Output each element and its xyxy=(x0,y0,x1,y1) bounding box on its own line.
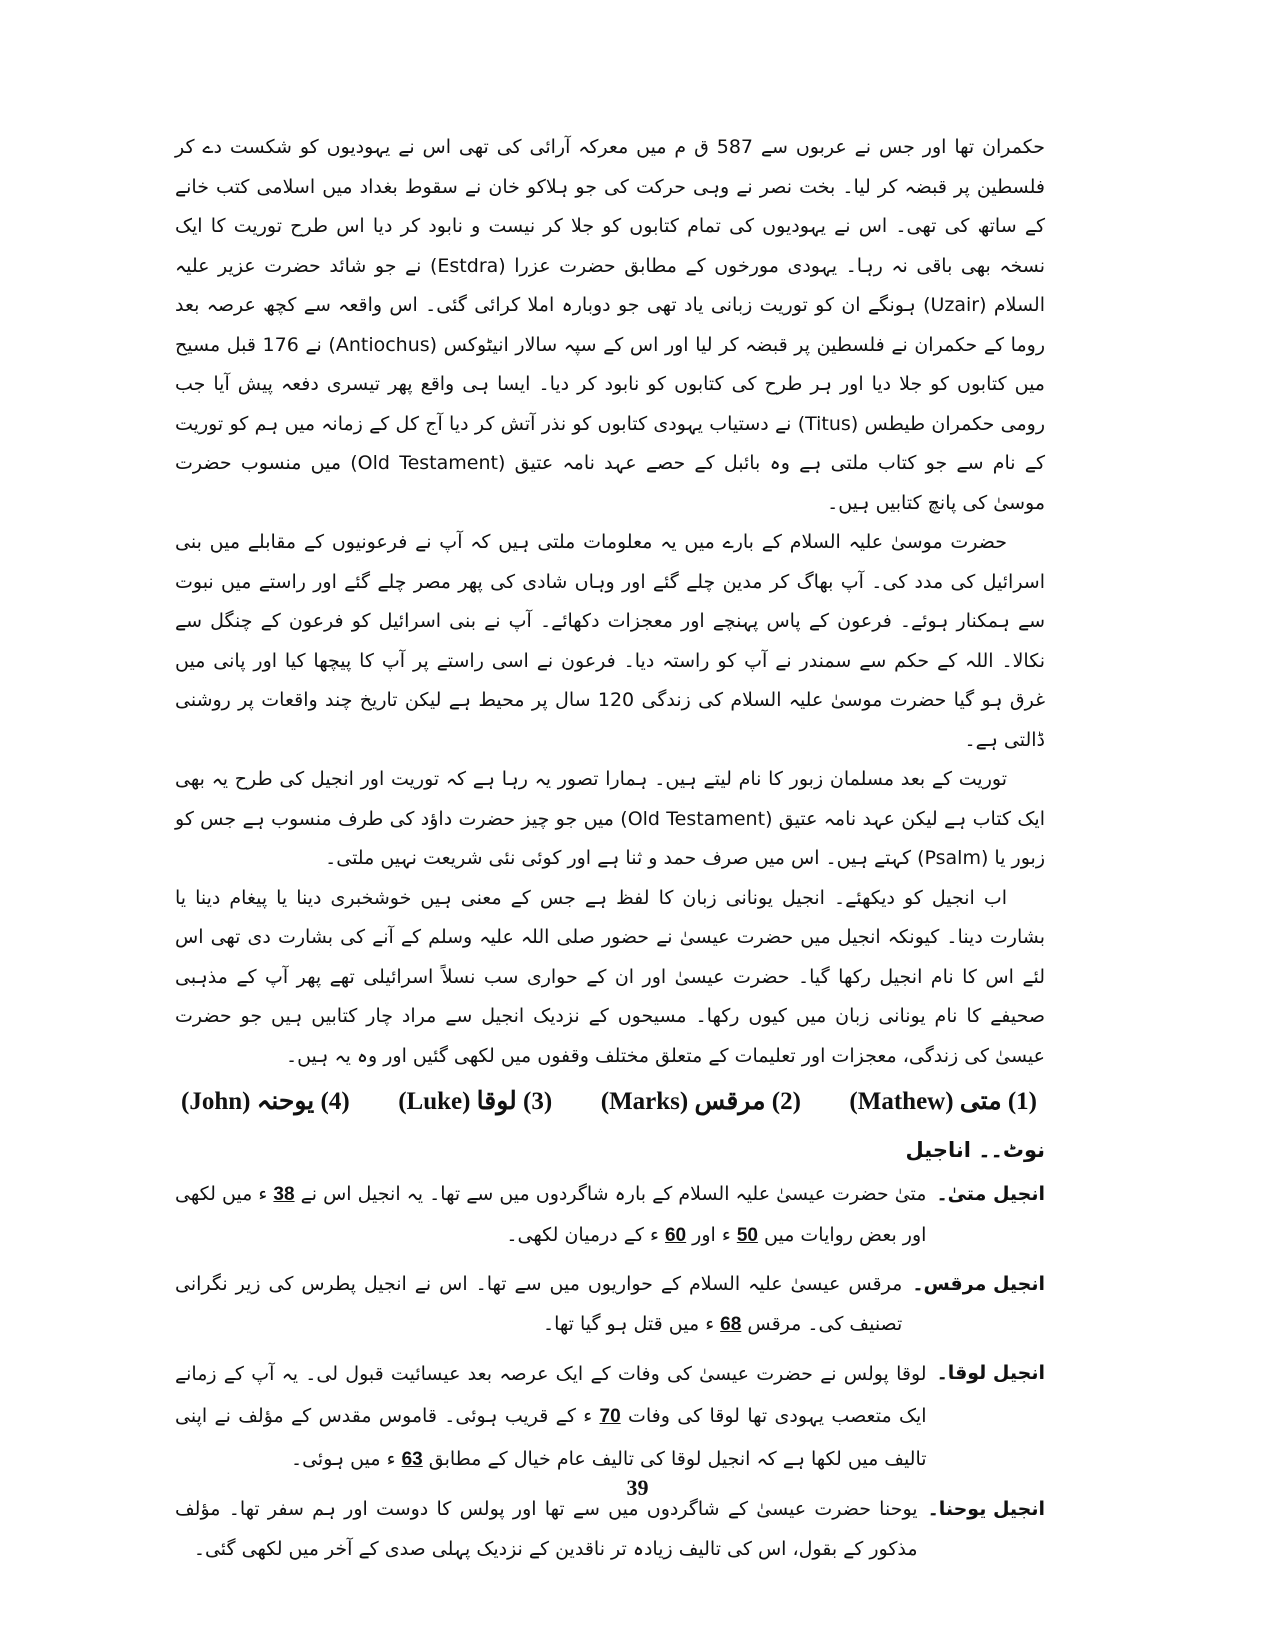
entry-term: انجیل لوقا۔ xyxy=(936,1362,1045,1384)
page-number: 39 xyxy=(626,1475,649,1500)
entry-luke xyxy=(175,1353,1045,1481)
entry-text: ء کے درمیان لکھی۔ xyxy=(506,1224,665,1246)
entry-text: ء میں لکھی اور بعض روایات میں xyxy=(175,1183,927,1246)
year-value: 60 xyxy=(664,1225,687,1246)
entry-description xyxy=(175,1264,902,1345)
gospel-luke: (3) لوقا (Luke) xyxy=(398,1088,553,1115)
entry-term: انجیل یوحنا۔ xyxy=(927,1498,1045,1520)
gospel-mark: (2) مرقس (Marks) xyxy=(600,1088,801,1115)
entry-text: ء میں ہوئی۔ xyxy=(290,1448,402,1470)
year-value: 50 xyxy=(736,1225,758,1246)
gospel-matthew: (1) متی (Mathew) xyxy=(849,1088,1037,1115)
entry-term: انجیل متیٰ۔ xyxy=(936,1183,1045,1205)
entry-text: مرقس عیسیٰ علیہ السلام کے حواریوں میں سے تھا۔ اس نے انجیل پطرس کی زیر نگرانی تصنیف کی۔ مرقس xyxy=(175,1273,903,1335)
entry-description xyxy=(175,1353,927,1481)
page-body xyxy=(175,128,1045,1577)
entry-mark xyxy=(175,1264,1045,1345)
entry-john xyxy=(175,1489,1045,1569)
paragraph-torah-history: حکمران تھا اور جس نے عربوں سے 587 ق م میں معرکہ آرائی کی تھی اس نے یہودیوں کو شکست دے کر فلسطین پر قبضہ کر لیا۔ بخت نصر نے وہی حرکت کی جو ہلاکو خان نے سقوط بغداد میں اسلامی کتب خانے کے ساتھ کی تھی۔ اس نے یہودیوں کی تمام کتابوں کو جلا کر نیست و نابود کر دیا اس طرح توریت کا ایک نسخہ بھی باقی نہ رہا۔ یہودی مورخوں کے مطابق حضرت عزرا (Estdra) نے جو شائد حضرت عزیر علیہ السلام (Uzair) ہونگے ان کو توریت زبانی یاد تھی جو دوبارہ املا کرائی گئی۔ اس واقعہ سے کچھ عرصہ بعد روما کے حکمران نے فلسطین پر قبضہ کر لیا اور اس کے سپہ سالار انیٹوکس (Antiochus) نے 176 قبل مسیح میں کتابوں کو جلا دیا اور ہر طرح کی کتابوں کو نابود کر دیا۔ ایسا ہی واقع پھر تیسری دفعہ پیش آیا جب رومی حکمران طیطس (Titus) نے دستیاب یہودی کتابوں کو نذر آتش کر دیا آج کل کے زمانہ میں ہم کو توریت کے نام سے جو کتاب ملتی ہے وہ بائبل کے حصے عہد نامہ عتیق (Old Testament) میں منسوب حضرت موسیٰ کی پانچ کتابیں ہیں۔ xyxy=(175,136,1046,514)
entry-text: لوقا پولس نے حضرت عیسیٰ کی وفات کے ایک عرصہ بعد عیسائیت قبول لی۔ یہ آپ کے زمانے ایک متعصب یہودی تھا لوقا کی وفات xyxy=(175,1363,927,1427)
paragraph-moses: حضرت موسیٰ علیہ السلام کے بارے میں یہ معلومات ملتی ہیں کہ آپ نے فرعونیوں کے مقابلے میں بنی اسرائیل کی مدد کی۔ آپ بھاگ کر مدین چلے گئے اور وہاں شادی کی پھر مصر چلے گئے اور راستے میں نبوت سے ہمکنار ہوئے۔ فرعون کے پاس پہنچے اور معجزات دکھائے۔ آپ نے بنی اسرائیل کو فرعون کے چنگل سے نکالا۔ اللہ کے حکم سے سمندر نے آپ کو راستہ دیا۔ فرعون نے اسی راستے پر آپ کا پیچھا کیا اور پانی میں غرق ہو گیا حضرت موسیٰ علیہ السلام کی زندگی 120 سال پر محیط ہے لیکن تاریخ چند واقعات پر روشنی ڈالتی ہے۔ xyxy=(175,531,1046,751)
entry-matthew xyxy=(175,1174,1045,1256)
gospel-john: (4) یوحنہ (John) xyxy=(181,1088,350,1115)
paragraph-zabur: توریت کے بعد مسلمان زبور کا نام لیتے ہیں۔ ہمارا تصور یہ رہا ہے کہ توریت اور انجیل کی طرح یہ بھی ایک کتاب ہے لیکن عہد نامہ عتیق (Old Testament) میں جو چیز حضرت داؤد کی طرف منسوب ہے جس کو زبور یا (Psalm) کہتے ہیں۔ اس میں صرف حمد و ثنا ہے اور کوئی نئی شریعت نہیں ملتی۔ xyxy=(175,768,1045,869)
entry-text: ء اور xyxy=(686,1224,737,1246)
year-value: 70 xyxy=(599,1406,621,1427)
year-value: 63 xyxy=(401,1449,423,1470)
entry-description: یوحنا حضرت عیسیٰ کے شاگردوں میں سے تھا اور پولس کا دوست اور ہم سفر تھا۔ مؤلف مذکور کے بقول، اس کی تالیف زیادہ تر ناقدین کے نزدیک پہلی صدی کے آخر میں لکھی گئی۔ xyxy=(175,1498,918,1560)
paragraph-injil: اب انجیل کو دیکھئے۔ انجیل یونانی زبان کا لفظ ہے جس کے معنی ہیں خوشخبری دینا یا پیغام دینا یا بشارت دینا۔ کیونکہ انجیل میں حضرت عیسیٰ نے حضور صلی اللہ علیہ وسلم کے آنے کی بشارت دی تھی اس لئے اس کا نام انجیل رکھا گیا۔ حضرت عیسیٰ اور ان کے حواری سب نسلاً اسرائیلی تھے پھر آپ کے مذہبی صحیفے کا نام یونانی زبان میں کیوں رکھا۔ مسیحوں کے نزدیک انجیل سے مراد چار کتابیں ہیں جو حضرت عیسیٰ کی زندگی، معجزات اور تعلیمات کے متعلق مختلف وقفوں میں لکھی گئیں اور وہ یہ ہیں۔ xyxy=(175,886,1045,1067)
gospels-list xyxy=(175,1080,1045,1124)
note-heading: نوٹ۔۔ اناجیل xyxy=(905,1138,1045,1162)
entry-term: انجیل مرقس۔ xyxy=(912,1273,1045,1295)
entry-description xyxy=(175,1174,926,1256)
year-value: 38 xyxy=(273,1184,295,1205)
year-value: 68 xyxy=(720,1314,742,1335)
entry-text: ء میں قتل ہو گیا تھا۔ xyxy=(542,1313,721,1335)
entry-text: متیٰ حضرت عیسیٰ علیہ السلام کے بارہ شاگردوں میں سے تھا۔ یہ انجیل اس نے xyxy=(294,1183,927,1205)
entry-text: ء کے قریب ہوئی۔ قاموس مقدس کے مؤلف نے اپنی تالیف میں لکھا ہے کہ انجیل لوقا کی تالیف عام خیال کے مطابق xyxy=(175,1405,927,1470)
